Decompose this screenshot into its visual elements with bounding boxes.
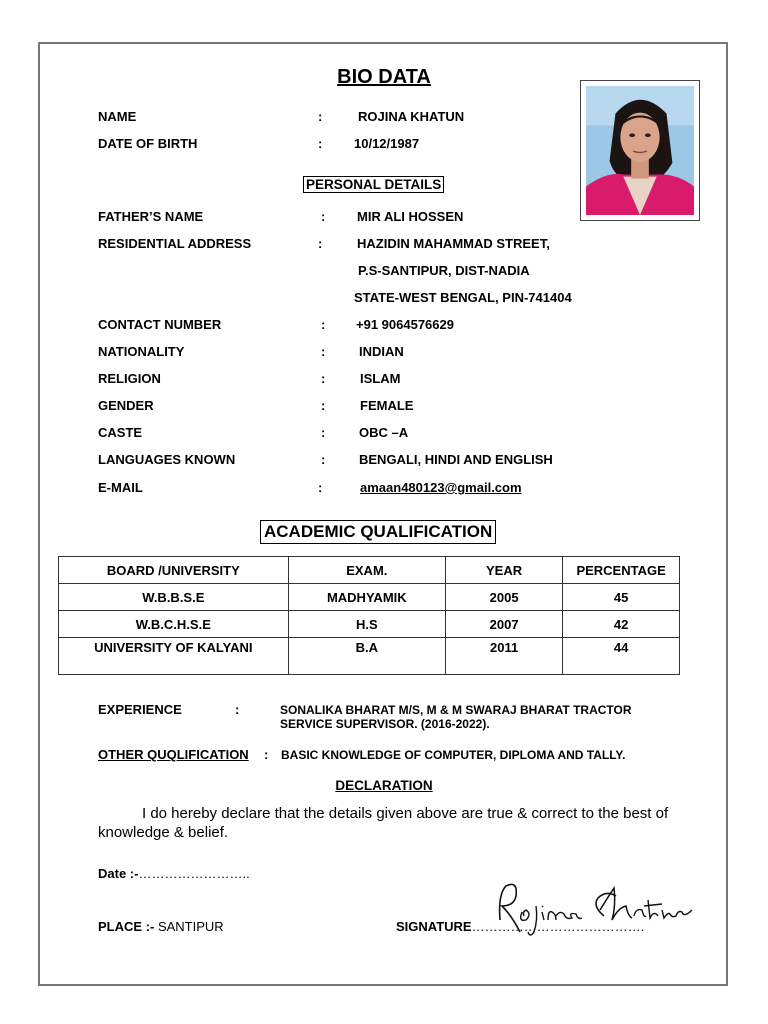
column-header: BOARD /UNIVERSITY xyxy=(59,557,289,584)
religion-colon: : xyxy=(321,371,326,386)
name-value: ROJINA KHATUN xyxy=(358,109,465,124)
column-header: EXAM. xyxy=(288,557,445,584)
address-line-2: P.S-SANTIPUR, DIST-NADIA xyxy=(358,263,530,278)
nationality-label: NATIONALITY xyxy=(98,344,185,359)
declaration-text: I do hereby declare that the details given above are true & correct to the best of knowledge & belief. xyxy=(98,805,669,841)
contact-colon: : xyxy=(321,317,326,332)
address-line-1: HAZIDIN MAHAMMAD STREET, xyxy=(357,236,550,251)
column-header: YEAR xyxy=(445,557,562,584)
email-label: E-MAIL xyxy=(98,480,143,495)
table-cell: 45 xyxy=(563,584,680,611)
signature-field: SIGNATURE…………………………………. xyxy=(396,919,645,934)
table-cell: W.B.B.S.E xyxy=(59,584,289,611)
table-cell: H.S xyxy=(288,611,445,638)
personal-details-heading: PERSONAL DETAILS xyxy=(303,176,444,193)
gender-colon: : xyxy=(321,398,326,413)
table-cell: B.A xyxy=(288,638,445,675)
contact-value: +91 9064576629 xyxy=(356,317,454,332)
table-cell: 2011 xyxy=(445,638,562,675)
other-qualification-colon: : xyxy=(264,747,269,762)
experience-line-2: SERVICE SUPERVISOR. (2016-2022). xyxy=(280,717,490,731)
email-colon: : xyxy=(318,480,323,495)
table-row xyxy=(59,611,680,638)
profile-photo xyxy=(580,80,700,221)
signature-image xyxy=(486,876,698,940)
father-name-value: MIR ALI HOSSEN xyxy=(357,209,464,224)
academic-qualification-heading: ACADEMIC QUALIFICATION xyxy=(260,520,496,544)
table-cell: UNIVERSITY OF KALYANI xyxy=(59,638,289,675)
table-cell: 2007 xyxy=(445,611,562,638)
date-field: Date :-…………………….. xyxy=(98,866,250,881)
religion-label: RELIGION xyxy=(98,371,161,386)
contact-label: CONTACT NUMBER xyxy=(98,317,222,332)
place-field: PLACE :- SANTIPUR xyxy=(98,919,224,934)
page-title: BIO DATA xyxy=(337,66,431,88)
address-colon: : xyxy=(318,236,323,251)
caste-label: CASTE xyxy=(98,425,143,440)
experience-label: EXPERIENCE xyxy=(98,702,182,717)
dob-colon: : xyxy=(318,136,323,151)
dob-value: 10/12/1987 xyxy=(354,136,420,151)
languages-label: LANGUAGES KNOWN xyxy=(98,452,236,467)
other-qualification-value: BASIC KNOWLEDGE OF COMPUTER, DIPLOMA AND TALLY. xyxy=(281,748,626,762)
table-cell: 44 xyxy=(563,638,680,675)
declaration-heading: DECLARATION xyxy=(335,778,433,793)
caste-value: OBC –A xyxy=(359,425,409,440)
languages-value: BENGALI, HINDI AND ENGLISH xyxy=(359,452,553,467)
caste-colon: : xyxy=(321,425,326,440)
father-name-colon: : xyxy=(321,209,326,224)
table-cell: W.B.C.H.S.E xyxy=(59,611,289,638)
address-line-3: STATE-WEST BENGAL, PIN-741404 xyxy=(354,290,572,305)
table-row xyxy=(59,638,680,675)
experience-colon: : xyxy=(235,702,240,717)
academic-table xyxy=(58,556,680,675)
table-row xyxy=(59,584,680,611)
table-cell: MADHYAMIK xyxy=(288,584,445,611)
gender-label: GENDER xyxy=(98,398,154,413)
father-name-label: FATHER’S NAME xyxy=(98,209,204,224)
column-header: PERCENTAGE xyxy=(563,557,680,584)
name-label: NAME xyxy=(98,109,137,124)
experience-line-1: SONALIKA BHARAT M/S, M & M SWARAJ BHARAT TRACTOR xyxy=(280,703,632,717)
address-label: RESIDENTIAL ADDRESS xyxy=(98,236,252,251)
place-value: SANTIPUR xyxy=(157,919,224,934)
nationality-value: INDIAN xyxy=(359,344,404,359)
table-cell: 2005 xyxy=(445,584,562,611)
nationality-colon: : xyxy=(321,344,326,359)
email-link[interactable]: amaan480123@gmail.com xyxy=(360,480,522,495)
gender-value: FEMALE xyxy=(360,398,414,413)
other-qualification-label: OTHER QUQLIFICATION xyxy=(98,747,249,762)
name-colon: : xyxy=(318,109,323,124)
table-cell: 42 xyxy=(563,611,680,638)
dob-label: DATE OF BIRTH xyxy=(98,136,198,151)
religion-value: ISLAM xyxy=(360,371,401,386)
table-header-row xyxy=(59,557,680,584)
languages-colon: : xyxy=(321,452,326,467)
